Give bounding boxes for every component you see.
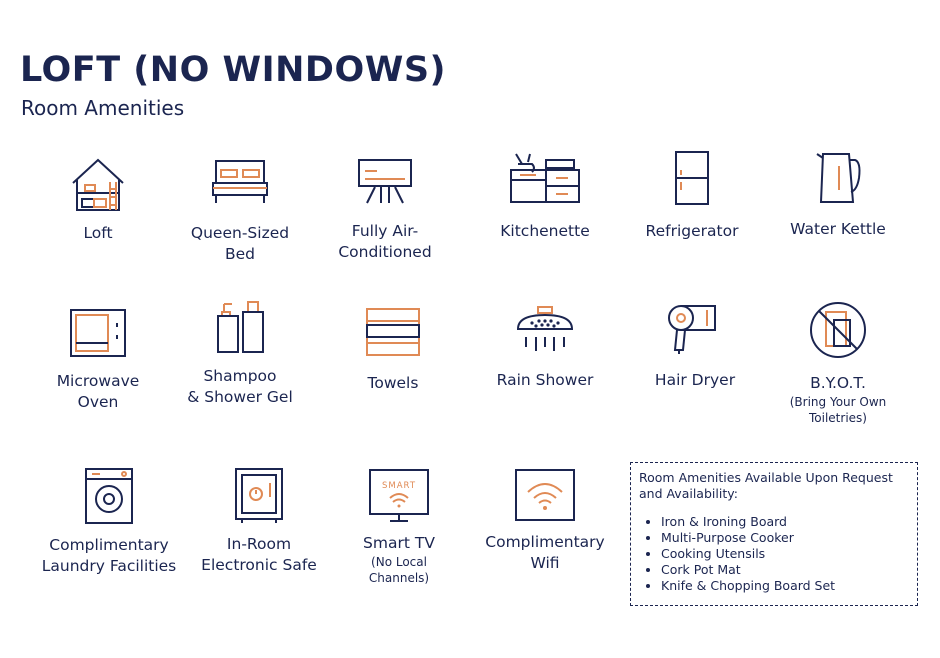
washing-machine-icon (84, 467, 134, 525)
amenity-label-2: Electronic Safe (201, 556, 317, 574)
amenity-laundry (34, 467, 184, 577)
amenity-kettle (763, 148, 913, 240)
list-item: • Knife & Chopping Board Set (661, 578, 909, 594)
amenity-label: Water Kettle (790, 220, 886, 238)
amenity-smart-tv (324, 468, 474, 586)
amenity-label-2: Conditioned (338, 243, 432, 261)
amenity-sub-1: (Bring Your Own (789, 395, 887, 409)
amenity-rain-shower (470, 305, 620, 391)
safe-icon (234, 467, 284, 525)
amenity-label: Queen-Sized (190, 224, 290, 242)
loft-icon (68, 155, 128, 215)
amenity-safe (184, 467, 334, 576)
kettle-icon (813, 148, 863, 206)
amenity-label-2: Laundry Facilities (41, 557, 177, 575)
amenity-label: B.Y.O.T. (810, 374, 866, 392)
rain-shower-icon (514, 305, 576, 355)
amenity-refrigerator (617, 150, 767, 242)
amenity-shampoo (165, 298, 315, 408)
request-list (639, 514, 909, 594)
hair-dryer-icon (665, 302, 725, 356)
kitchenette-icon (508, 150, 582, 208)
list-item: • Iron & Ironing Board (661, 514, 909, 530)
amenity-microwave (23, 307, 173, 413)
smart-tv-icon (368, 468, 430, 524)
amenity-label: Complimentary (485, 533, 605, 551)
shampoo-icon (210, 298, 270, 356)
amenity-towels (318, 307, 468, 394)
towels-icon (363, 307, 423, 359)
amenity-label-2: Bed (224, 245, 255, 263)
amenity-label-2: & Shower Gel (187, 388, 293, 406)
request-box-heading: Room Amenities Available Upon Request and Availability: (639, 470, 893, 501)
amenity-label: In-Room (226, 535, 292, 553)
amenity-hair-dryer (620, 302, 770, 391)
list-item: • Cork Pot Mat (661, 562, 909, 578)
request-amenities-box (630, 462, 918, 606)
amenity-byot (763, 300, 913, 426)
amenity-label: Refrigerator (645, 222, 739, 240)
page-subtitle: Room Amenities (21, 96, 185, 120)
amenity-sub-1: (No Local (371, 555, 427, 569)
amenity-loft (23, 155, 173, 244)
page-title: LOFT (NO WINDOWS) (20, 50, 447, 90)
amenity-bed (165, 157, 315, 265)
tv-screen-text: SMART (381, 481, 417, 491)
list-item: • Cooking Utensils (661, 546, 909, 562)
amenity-label: Fully Air- (351, 222, 419, 240)
bed-icon (210, 157, 270, 209)
amenity-label: Kitchenette (500, 222, 590, 240)
amenity-air-conditioning (310, 157, 460, 263)
amenity-label: Hair Dryer (654, 371, 736, 389)
amenity-sub-2: Channels) (368, 571, 430, 585)
amenity-label: Shampoo (203, 367, 277, 385)
no-toiletries-icon (808, 300, 868, 360)
microwave-icon (68, 307, 128, 359)
amenity-kitchenette (470, 150, 620, 242)
amenity-label: Towels (367, 374, 419, 392)
amenity-label: Microwave (56, 372, 140, 390)
amenity-label: Complimentary (49, 536, 169, 554)
amenity-label-2: Oven (77, 393, 119, 411)
amenity-label: Loft (83, 224, 113, 242)
refrigerator-icon (672, 150, 712, 208)
amenity-wifi (470, 468, 620, 574)
amenity-sub-2: Toiletries) (809, 411, 867, 425)
amenity-label: Rain Shower (496, 371, 594, 389)
amenity-label-2: Wifi (530, 554, 560, 572)
air-conditioner-icon (355, 157, 415, 209)
amenity-label: Smart TV (363, 534, 435, 552)
list-item: • Multi-Purpose Cooker (661, 530, 909, 546)
wifi-icon (514, 468, 576, 524)
